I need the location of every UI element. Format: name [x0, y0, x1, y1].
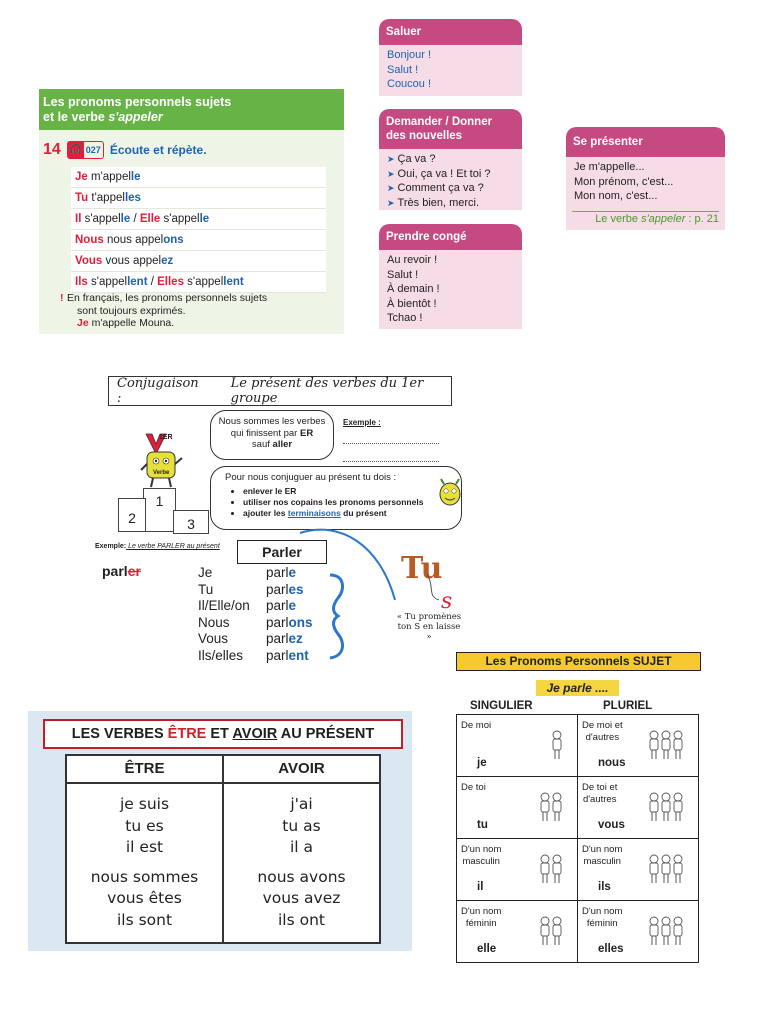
arrow-icon: ➤	[387, 183, 395, 193]
sujet-subtitle: Je parle ....	[536, 680, 619, 696]
rule-item: • utiliser nos copains les pronoms personnels	[243, 497, 451, 508]
verb-ending: e	[288, 565, 297, 580]
conjugation-cell: Je m'appelle	[71, 167, 326, 188]
rule-item: • ajouter les terminaisons du présent	[243, 508, 451, 519]
note-line: En français, les pronoms personnels sujets	[67, 292, 268, 304]
parler-row	[198, 615, 313, 632]
verb-ending: ent	[288, 647, 309, 663]
crossed-infinitive: parler	[102, 563, 141, 579]
conjugation-cell: Tu t'appelles	[71, 188, 326, 209]
plural-cell	[578, 715, 699, 777]
avoir-form: il a	[289, 838, 314, 856]
pronoun-description: De moi	[461, 720, 492, 731]
pronoun-description: D'un nom masculin	[461, 844, 502, 867]
pronoun-description: D'un nom féminin	[461, 906, 502, 929]
box-title: Se présenter	[566, 127, 725, 157]
singular-header: SINGULIER	[470, 700, 533, 712]
etre-avoir-table	[65, 754, 381, 944]
avoir-form: vous avez	[262, 889, 341, 907]
pronouns-card	[39, 89, 344, 334]
people-icon	[539, 915, 569, 947]
parler-row	[198, 648, 313, 665]
box-lines	[379, 45, 522, 95]
podium-step-2: 2	[118, 498, 146, 532]
pronoun: elles	[598, 943, 624, 955]
phrase-line: Mon prénom, c'est...	[574, 175, 674, 188]
parler-row	[198, 598, 313, 615]
verb-ending: ez	[288, 631, 303, 646]
singular-cell	[457, 839, 578, 901]
verb-ending: e	[288, 598, 297, 613]
tu-note: « Tu promènes ton S en laisse »	[396, 612, 462, 642]
exercise-instruction: Écoute et répète.	[109, 143, 207, 157]
verb-italic: s'appeler	[108, 110, 163, 124]
conjugation-row	[71, 209, 326, 230]
svg-text:Tu: Tu	[401, 551, 443, 586]
etre-form: nous sommes	[90, 867, 199, 886]
people-icon	[648, 791, 690, 823]
phrase-line: Salut !	[387, 268, 419, 281]
title-right: Le présent des verbes du 1er groupe	[230, 376, 424, 406]
arrow-icon: ➤	[387, 168, 395, 179]
avoir-header: AVOIR	[224, 756, 379, 784]
terminaisons-link[interactable]: terminaisons	[287, 507, 341, 518]
exercise-row	[43, 141, 207, 159]
podium-step-1: 1	[143, 488, 176, 532]
sujet-row	[457, 839, 699, 901]
pronoun: je	[477, 757, 487, 769]
example-label: Exemple :	[343, 418, 381, 427]
parler-row	[198, 582, 313, 599]
phrase-line: Je m'appelle...	[574, 161, 645, 173]
verb-form: parles	[266, 581, 304, 597]
svg-text:Verbe: Verbe	[153, 470, 170, 476]
dotted-line	[343, 460, 439, 462]
person-icon	[551, 729, 569, 761]
dotted-line	[343, 442, 439, 444]
note	[60, 292, 332, 330]
etre-header: ÊTRE	[67, 756, 222, 784]
people-icon	[648, 915, 690, 947]
people-icon	[648, 729, 690, 761]
conjugation-cell: Vous vous appelez	[71, 251, 326, 272]
pronoun: Il/Elle/on	[198, 598, 250, 613]
phrase-line: Tchao !	[387, 312, 423, 324]
avoir-column	[222, 756, 379, 942]
pronouns-card-title	[39, 89, 344, 130]
plural-cell	[578, 901, 699, 963]
verb-form: parle	[266, 565, 297, 580]
phrase-line: À demain !	[387, 283, 440, 295]
phrase-line: Coucou !	[387, 78, 432, 90]
avoir-form: nous avons	[257, 867, 346, 886]
title-line-1: Les pronoms personnels sujets	[43, 95, 232, 109]
conjugation-row	[71, 230, 326, 251]
verb-form: parlent	[266, 647, 309, 663]
conjugation-cell: Nous nous appelons	[71, 230, 326, 251]
etre-column	[67, 756, 222, 942]
pronoun: elle	[477, 943, 497, 955]
people-icon	[648, 853, 690, 885]
verb-ending: es	[288, 581, 304, 597]
nouvelles-box	[379, 109, 522, 210]
spacer	[67, 859, 222, 867]
conjugation-table	[71, 167, 326, 293]
avoir-form: ils ont	[278, 910, 325, 929]
conjugation-row	[71, 188, 326, 209]
sujet-grid	[456, 714, 699, 963]
page-reference: Le verbe s'appeler : p. 21	[572, 211, 719, 225]
podium-step-3: 3	[173, 510, 209, 534]
people-icon	[539, 853, 569, 885]
presenter-box	[566, 127, 725, 230]
etre-form: vous êtes	[107, 889, 182, 907]
etre-form: tu es	[125, 816, 164, 835]
box-title: Prendre congé	[379, 224, 522, 250]
pronoun-description: D'un nom féminin	[582, 906, 623, 929]
sujet-row	[457, 715, 699, 777]
conjugation-cell: Il s'appelle / Elle s'appelle	[71, 209, 326, 230]
pronoun: Je	[198, 565, 213, 580]
conjugation-row	[71, 167, 326, 188]
conjugation-title	[108, 376, 452, 406]
speech-bubble: Nous sommes les verbes qui finissent par ER sauf aller	[210, 410, 334, 460]
phrase-line: Mon nom, c'est...	[574, 190, 658, 202]
title-left: Conjugaison :	[117, 376, 199, 406]
parler-conjugation	[198, 565, 313, 664]
box-lines	[566, 157, 725, 207]
etre-form: il est	[125, 838, 164, 856]
phrase-line: Au revoir !	[387, 254, 438, 266]
pronoun: Tu	[198, 581, 214, 597]
arrow-icon: ➤	[387, 154, 395, 164]
phrase-line: ➤ Très bien, merci.	[387, 196, 480, 209]
pronoun-description: De moi et d'autres	[582, 720, 623, 743]
pronoun-description: De toi et d'autres	[582, 782, 618, 805]
etre-form: ils sont	[116, 910, 173, 929]
avoir-form: tu as	[282, 816, 321, 835]
pronoun: nous	[598, 757, 626, 769]
pronoun: Nous	[198, 614, 230, 630]
exercise-number: 14	[43, 141, 61, 158]
rules-intro: Pour nous conjuguer au présent tu dois :	[225, 472, 397, 483]
phrase-line: ➤ Ça va ?	[387, 153, 436, 165]
singular-cell	[457, 715, 578, 777]
track-number: 027	[85, 145, 101, 155]
verb-form: parlons	[266, 614, 313, 630]
verb-mascot-icon	[140, 432, 186, 488]
speech-bubble-rules	[210, 466, 462, 530]
rule-item: • enlever le ER	[243, 486, 451, 497]
etre-form: je suis	[119, 795, 170, 813]
phrase-line: Bonjour !	[387, 49, 432, 61]
conjugation-row	[71, 251, 326, 272]
note-line: sont toujours exprimés.	[77, 304, 186, 317]
pronoun: Ils/elles	[198, 647, 244, 663]
note-example: Je m'appelle Mouna.	[77, 317, 175, 329]
conjugation-cell: Ils s'appellent / Elles s'appellent	[71, 272, 326, 293]
sujet-row	[457, 777, 699, 839]
phrase-line: Salut !	[387, 63, 419, 76]
people-icon	[539, 791, 569, 823]
tu-walking-s-icon	[397, 538, 465, 612]
box-title: Saluer	[379, 19, 522, 45]
rules-list	[225, 486, 451, 519]
pronoun-description: De toi	[461, 782, 486, 793]
arrow-icon: ➤	[387, 197, 395, 208]
conge-box	[379, 224, 522, 329]
svg-text:1ER: 1ER	[159, 434, 173, 441]
pronoun: il	[477, 881, 484, 893]
phrase-line: À bientôt !	[387, 297, 437, 310]
verb-form: parle	[266, 598, 297, 613]
parler-row	[198, 631, 313, 648]
etre-avoir-title: LES VERBES ÊTRE ET AVOIR AU PRÉSENT	[43, 719, 403, 749]
singular-cell	[457, 777, 578, 839]
box-title: Demander / Donner des nouvelles	[379, 109, 522, 149]
phrase-line: ➤ Comment ça va ?	[387, 182, 484, 194]
verb-box: Parler	[237, 540, 327, 564]
spacer	[224, 859, 379, 867]
pronoun: ils	[598, 881, 611, 893]
box-lines	[379, 250, 522, 329]
svg-text:s: s	[441, 589, 453, 612]
headphones-icon: 🎧	[68, 142, 84, 158]
pronoun-description: D'un nom masculin	[582, 844, 623, 867]
conjugation-row	[71, 272, 326, 293]
avoir-form: j'ai	[290, 795, 313, 813]
sujet-title: Les Pronoms Personnels SUJET	[456, 652, 701, 671]
pronoun: vous	[598, 819, 625, 831]
title-line-2: et le verbe s'appeler	[43, 110, 163, 124]
verb-ending: ons	[288, 614, 313, 630]
pronoun: tu	[477, 819, 488, 831]
verb-form: parlez	[266, 631, 303, 646]
small-mascot-icon	[434, 476, 466, 508]
singular-cell	[457, 901, 578, 963]
pronoun: Vous	[198, 631, 229, 646]
plural-header: PLURIEL	[603, 700, 653, 712]
plural-cell	[578, 839, 699, 901]
example-bottom: Exemple: Le verbe PARLER au présent	[95, 543, 220, 550]
sujet-row	[457, 901, 699, 963]
box-lines	[379, 149, 522, 210]
warning-mark: !	[60, 292, 64, 304]
phrase-line: ➤ Oui, ça va ! Et toi ?	[387, 167, 491, 180]
plural-cell	[578, 777, 699, 839]
parler-row	[198, 565, 313, 582]
saluer-box	[379, 19, 522, 96]
audio-track-button[interactable]	[67, 141, 104, 159]
